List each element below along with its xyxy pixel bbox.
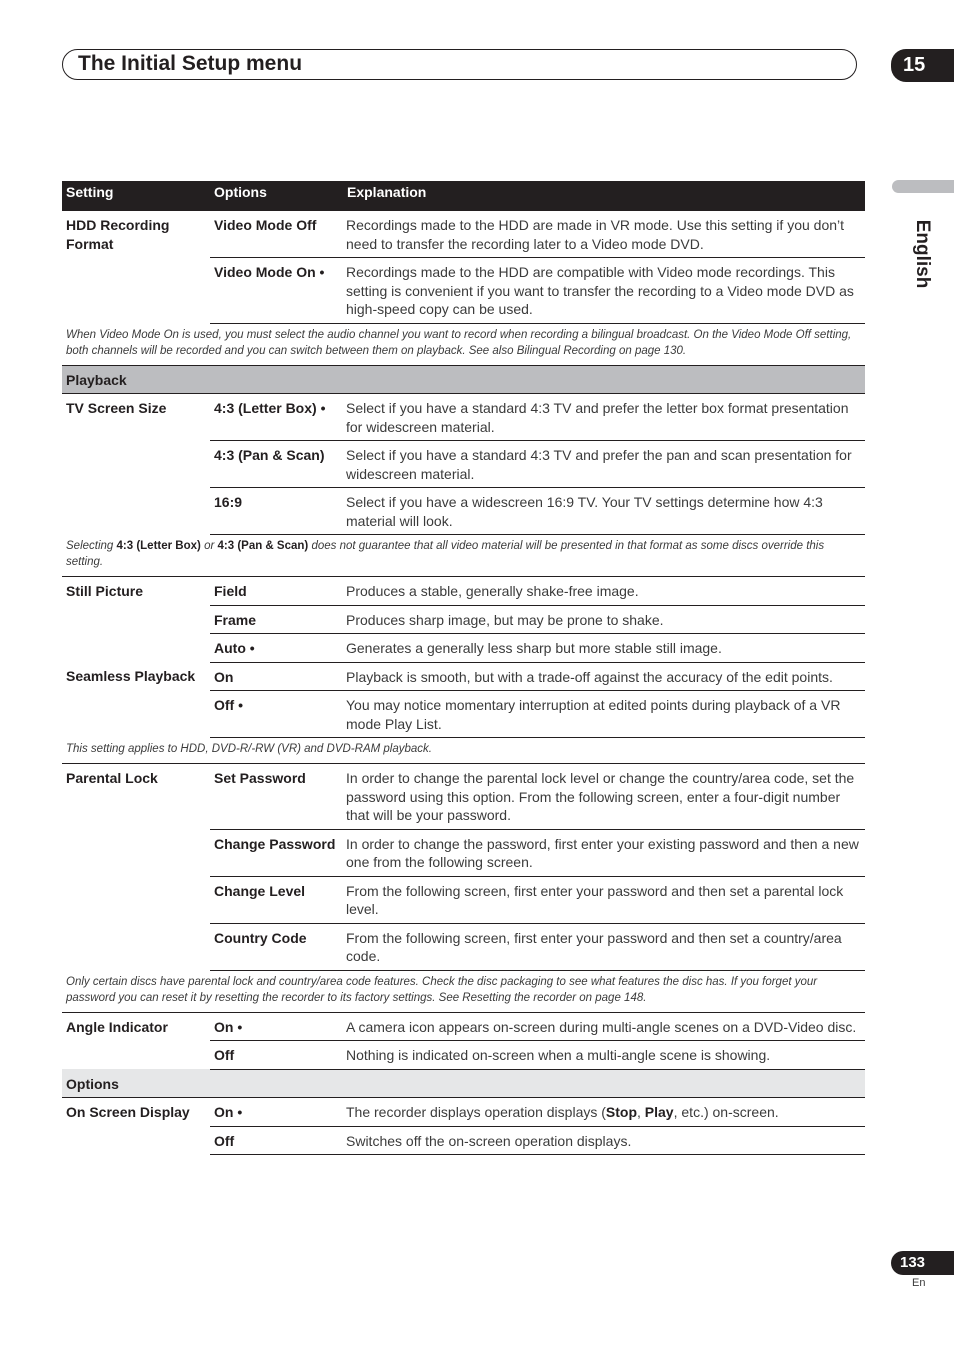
page-title: The Initial Setup menu — [78, 52, 303, 75]
section-title-playback: Playback — [62, 365, 865, 394]
table-row — [62, 662, 865, 691]
option-name: Video Mode On • — [210, 258, 343, 324]
explanation-part: , etc.) on-screen. — [673, 1104, 779, 1120]
note-part: or — [200, 540, 218, 552]
table-row — [62, 1098, 865, 1127]
explanation-bold: Stop — [605, 1104, 638, 1120]
table-row — [62, 1012, 865, 1041]
option-name: Off • — [210, 691, 343, 738]
option-name: Set Password — [210, 764, 343, 830]
note-part: does not guarantee that all video material will be presented in that format as some discs override this setting. — [66, 540, 825, 568]
option-name: Field — [210, 577, 343, 606]
note-text — [62, 535, 865, 577]
header-explanation: Explanation — [343, 181, 865, 211]
language-tab — [892, 180, 954, 193]
option-explanation: In order to change the password, first enter your existing password and then a new one from the following screen. — [343, 829, 865, 876]
table-row — [62, 211, 865, 258]
header-setting: Setting — [62, 181, 210, 211]
note-bold: 4:3 (Letter Box) — [116, 540, 201, 552]
option-name: On • — [210, 1098, 343, 1127]
note-part: Selecting — [66, 540, 117, 552]
option-name: Video Mode Off — [210, 211, 343, 258]
note-text: This setting applies to HDD, DVD-R/-RW (VR) and DVD-RAM playback. — [62, 738, 865, 764]
table-row — [62, 394, 865, 441]
explanation-part: The recorder displays operation displays ( — [346, 1104, 606, 1120]
note-text: Only certain discs have parental lock and country/area code features. Check the disc packaging to see what features the disc has. If you forget your password you can reset it by resetting the recorder to its factory settings. See Resetting the recorder on page 148. — [62, 970, 865, 1012]
option-explanation: Recordings made to the HDD are compatible with Video mode recordings. This setting is convenient if you want to transfer the recording to a Video mode DVD as high-speed copy can be used. — [343, 258, 865, 324]
chapter-number: 15 — [891, 49, 954, 82]
note-row — [62, 738, 865, 764]
setting-name: Still Picture — [66, 583, 144, 599]
setting-name: TV Screen Size — [66, 400, 167, 416]
option-name: 4:3 (Pan & Scan) — [210, 441, 343, 488]
option-name: Change Password — [210, 829, 343, 876]
option-explanation — [343, 1098, 865, 1127]
option-explanation: From the following screen, first enter your password and then set a parental lock level. — [343, 876, 865, 923]
note-row — [62, 970, 865, 1012]
option-name: On • — [210, 1012, 343, 1041]
setting-name: Angle Indicator — [66, 1018, 168, 1035]
explanation-part: , — [637, 1104, 645, 1120]
option-explanation: Nothing is indicated on-screen when a multi-angle scene is showing. — [343, 1041, 865, 1070]
option-name: 16:9 — [210, 488, 343, 535]
option-explanation: A camera icon appears on-screen during multi-angle scenes on a DVD-Video disc. — [343, 1012, 865, 1041]
option-explanation: From the following screen, first enter your password and then set a country/area code. — [343, 923, 865, 970]
setting-name: On Screen Display — [66, 1104, 190, 1120]
note-row — [62, 535, 865, 577]
option-name: 4:3 (Letter Box) • — [210, 394, 343, 441]
option-name: Off — [210, 1041, 343, 1070]
option-explanation: You may notice momentary interruption at edited points during playback of a VR mode Play List. — [343, 691, 865, 738]
note-row — [62, 323, 865, 365]
option-explanation: In order to change the parental lock level or change the country/area code, set the password using this option. From the following screen, enter a four-digit number that will be your password. — [343, 764, 865, 830]
header-options: Options — [210, 181, 343, 211]
option-explanation: Select if you have a standard 4:3 TV and prefer the pan and scan presentation for widescreen material. — [343, 441, 865, 488]
option-explanation: Switches off the on-screen operation displays. — [343, 1126, 865, 1155]
option-explanation: Select if you have a widescreen 16:9 TV. Your TV settings determine how 4:3 material will look. — [343, 488, 865, 535]
setting-name: Seamless Playback — [66, 668, 196, 684]
table-row — [62, 764, 865, 830]
option-name: Auto • — [210, 634, 343, 663]
setting-name: Parental Lock — [66, 770, 158, 786]
option-explanation: Produces sharp image, but may be prone to shake. — [343, 605, 865, 634]
option-name: Off — [210, 1126, 343, 1155]
option-explanation: Recordings made to the HDD are made in VR mode. Use this setting if you don’t need to transfer the recording later to a Video mode DVD. — [343, 211, 865, 258]
option-explanation: Produces a stable, generally shake-free image. — [343, 577, 865, 606]
section-row — [62, 365, 865, 394]
section-row — [62, 1069, 865, 1098]
page-number: 133 — [891, 1251, 954, 1275]
table-row — [62, 577, 865, 606]
settings-table — [62, 181, 865, 1155]
option-explanation: Select if you have a standard 4:3 TV and prefer the letter box format presentation for widescreen material. — [343, 394, 865, 441]
note-text: When Video Mode On is used, you must select the audio channel you want to record when recording a bilingual broadcast. On the Video Mode Off setting, both channels will be recorded and you can switch between them on playback. See also Bilingual Recording on page 130. — [62, 323, 865, 365]
option-explanation: Playback is smooth, but with a trade-off against the accuracy of the edit points. — [343, 662, 865, 691]
option-name: Country Code — [210, 923, 343, 970]
option-name: Frame — [210, 605, 343, 634]
page-language-code: En — [912, 1277, 926, 1289]
setting-name: HDD Recording Format — [66, 217, 170, 252]
explanation-bold: Play — [644, 1104, 674, 1120]
note-bold: 4:3 (Pan & Scan) — [217, 540, 309, 552]
option-name: On — [210, 662, 343, 691]
table-header — [62, 181, 865, 211]
language-label: English — [912, 219, 933, 289]
option-explanation: Generates a generally less sharp but more stable still image. — [343, 634, 865, 663]
section-title-options: Options — [62, 1069, 865, 1098]
option-name: Change Level — [210, 876, 343, 923]
